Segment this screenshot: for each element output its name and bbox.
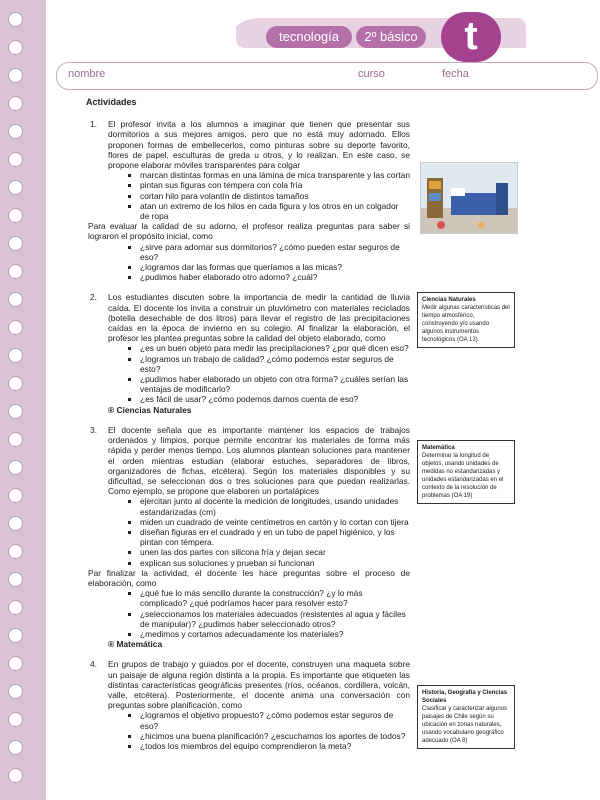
binder-hole [8,292,23,307]
binder-hole [8,628,23,643]
activity-number: 2. [90,292,97,303]
note-title: Ciencias Naturales [422,297,476,303]
binder-strip [0,0,46,800]
worksheet-header [46,0,600,95]
note-title: Historia, Geografía y Ciencias Sociales [422,690,508,704]
subject-link: ® Ciencias Naturales [108,404,192,415]
activity-number: 3. [90,424,97,435]
binder-hole [8,656,23,671]
followup-text: Para evaluar la calidad de su adorno, el profesor realiza preguntas para saber si lograron el propósito inicial, como [88,221,410,242]
binder-hole [8,376,23,391]
questions-list [120,710,410,751]
binder-hole [8,712,23,727]
note-text: Medir algunas características del tiempo atmosférico, construyendo y/o usando algunos instrumentos tecnológicos (OA 13) [422,305,510,343]
question-item: ▪ ¿qué fue lo más sencillo durante la construcción? ¿y lo más complicado? ¿qué podríamos hacer para resolver esto? [140,588,410,608]
steps-list [120,170,410,221]
questions-list [120,588,410,639]
binder-hole [8,40,23,55]
binder-hole [8,572,23,587]
binder-hole [8,264,23,279]
activity-4 [80,659,410,751]
binder-hole [8,348,23,363]
curriculum-note [417,292,515,348]
step-item: ▪ pintan sus figuras con témpera con cola fría [140,180,410,190]
question-item: ▪ ¿medimos y cortamos adecuadamente los materiales? [140,629,410,639]
step-item: ▪ unen las dos partes con silicona fría y dejan secar [140,547,410,557]
name-field-label: nombre [68,68,106,80]
question-item: ▪ ¿es fácil de usar? ¿cómo podemos darnos cuenta de eso? [140,394,410,404]
activity-3 [80,425,410,649]
binder-hole [8,208,23,223]
binder-hole [8,516,23,531]
binder-hole [8,236,23,251]
question-item: ▪ ¿sirve para adornar sus dormitorios? ¿cómo pueden estar seguros de eso? [140,242,410,262]
question-item: ▪ ¿pudimos haber elaborado un objeto con otra forma? ¿cuáles serían las ventajas de modificarlo? [140,374,410,394]
activities-section [80,97,410,761]
step-item: ▪ miden un cuadrado de veinte centímetros en cartón y lo cortan con tijera [140,517,410,527]
activity-2 [80,292,410,414]
binder-hole [8,404,23,419]
binder-hole [8,600,23,615]
binder-hole [8,740,23,755]
question-item: ▪ ¿hicimos una buena planificación? ¿escuchamos los aportes de todos? [140,731,410,741]
binder-hole [8,96,23,111]
curriculum-note [417,440,515,504]
binder-hole [8,684,23,699]
note-title: Matemática [422,445,455,451]
note-text: Clasificar y caracterizar algunos paisajes de Chile según su ubicación en zonas naturales, usando vocabulario geográfico adecuado (OA 8) [422,706,508,744]
binder-hole [8,544,23,559]
binder-hole [8,124,23,139]
page-title: Actividades [86,97,137,107]
date-field-label: fecha [442,68,469,80]
subject-badge: t [441,12,501,62]
questions-list [120,242,410,283]
binder-hole [8,768,23,783]
questions-list [120,343,410,404]
binder-hole [8,432,23,447]
bedroom-illustration [420,162,518,234]
activity-intro: El docente señala que es importante mantener los espacios de trabajos ordenados y limpios, porque permite encontrar los materiales de forma más rápida y perder menos tiempo. Los alumnos plantean soluciones para mantener el orden mientras estudian (elaborar estuches, separadores de libros, organizadores de fichas, etcétera). Según los materiales disponibles y su dificultad, se seleccionan dos o tres soluciones para que puedan realizarlas. Como ejemplo, se propone que elaboren un portalápices [108,424,410,497]
question-item: ▪ ¿logramos dar las formas que queríamos a las micas? [140,262,410,272]
question-item: ▪ ¿seleccionamos los materiales adecuados (resistentes al agua y fáciles de manipular)? ¿pudimos haber seleccionado otros? [140,609,410,629]
binder-hole [8,460,23,475]
student-info-bar [56,62,598,90]
note-text: Determinar la longitud de objetos, usando unidades de medidas no estandarizadas y unidades estandarizadas en el contexto de la resolución de problemas (OA 19) [422,453,504,499]
binder-hole [8,320,23,335]
steps-list [120,496,410,567]
activity-1 [80,119,410,282]
subject-link: ® Matemática [108,639,163,650]
activity-intro: Los estudiantes discuten sobre la importancia de medir la cantidad de lluvia caída. El docente los invita a construir un pluviómetro con materiales reciclados (botella desechable de dos litros) para llevar el registro de las precipitaciones caídas en la época de invierno en su colegio. Al finalizar la elaboración, el profesor les plantea preguntas sobre la calidad del objeto elaborado, como [108,292,410,344]
course-field-label: curso [358,68,385,80]
question-item: ▪ ¿pudimos haber elaborado otro adorno? ¿cuál? [140,272,410,282]
question-item: ▪ ¿es un buen objeto para medir las precipitaciones? ¿por qué dicen eso? [140,343,410,353]
subject-label: tecnología [266,26,352,48]
activity-intro: En grupos de trabajo y guiados por el docente, construyen una maqueta sobre un paisaje de alguna región distinta a la propia. Es importante que etiqueten las distintas características geográficas presentes (ríos, océanos, cordillera, volcán, valle, etcétera). Posteriormente, el docente anima una conversación con preguntas sobre planificación, como [108,659,410,711]
followup-text: Par finalizar la actividad, el docente les hace preguntas sobre el proceso de elaboración, como [88,567,410,588]
binder-hole [8,68,23,83]
step-item: ▪ diseñan figuras en el cuadrado y en un tubo de papel higiénico, y los pintan con témpera. [140,527,410,547]
binder-hole [8,180,23,195]
step-item: ▪ ejercitan junto al docente la medición de longitudes, usando unidades estandarizadas (cm) [140,496,410,516]
step-item: ▪ explican sus soluciones y prueban si funcionan [140,558,410,568]
question-item: ▪ ¿logramos el objetivo propuesto? ¿cómo podemos estar seguros de eso? [140,710,410,730]
binder-hole [8,12,23,27]
binder-hole [8,152,23,167]
curriculum-note [417,685,515,749]
question-item: ▪ ¿logramos un trabajo de calidad? ¿cómo podemos estar seguros de esto? [140,354,410,374]
activity-number: 1. [90,119,97,130]
step-item: ▪ marcan distintas formas en una lámina de mica transparente y las cortan [140,170,410,180]
grade-label: 2º básico [356,26,426,48]
activity-number: 4. [90,659,97,670]
question-item: ▪ ¿todos los miembros del equipo comprendieron la meta? [140,741,410,751]
activity-intro: El profesor invita a los alumnos a imaginar que tienen que presentar sus dormitorios a sus mejores amigos, pero que no está muy adornado. Ellos proponen formas de embellecerlos, como pinturas sobre su deporte favorito, flores de papel, esculturas de greda u otros, y lo realizan. En este caso, se propone elaborar móviles transparentes para colgar [108,119,410,171]
step-item: ▪ atan un extremo de los hilos en cada figura y los otros en un colgador de ropa [140,201,410,221]
step-item: ▪ cortan hilo para volantín de distintos tamaños [140,191,410,201]
binder-hole [8,488,23,503]
